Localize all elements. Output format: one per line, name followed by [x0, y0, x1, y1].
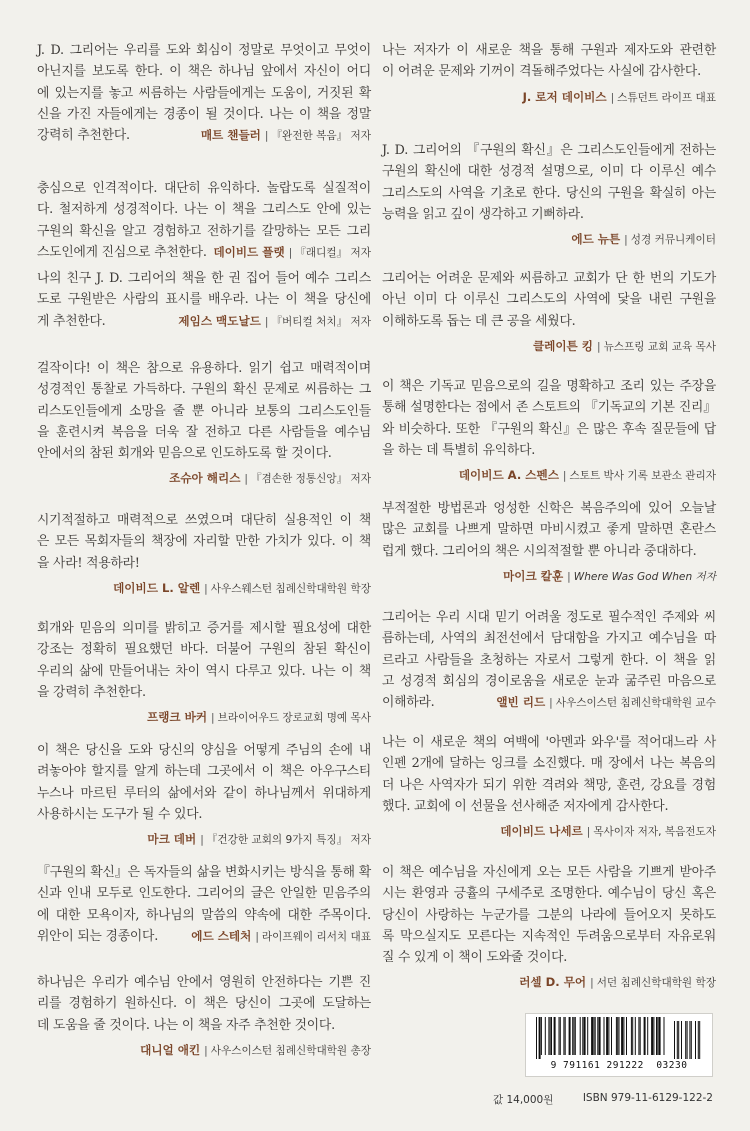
endorsement-line: 더 나은 사역자가 되기 위한 격려와 책망, 훈련, 강요를 경험	[382, 777, 716, 793]
endorser-role: 『래디컬』 저자	[295, 247, 371, 260]
endorsement-line: 은 모든 목회자들의 책장에 자리할 만한 가치가 있다. 이 책	[37, 534, 371, 550]
endorsement-line: 위안이 되는 경종이다.	[37, 928, 159, 944]
endorsement-line: 시기적절하고 매력적으로 쓰였으며 대단히 실용적인 이 책	[37, 513, 371, 528]
endorsement-line: 이 어려운 문제와 기꺼이 격돌해주었다는 사실에 감사한다.	[382, 64, 701, 80]
endorsement	[382, 498, 716, 588]
endorsement-line: 그리어는 우리 시대 믿기 어려울 정도로 필수적인 주제와 씨	[382, 610, 716, 625]
endorser	[382, 229, 716, 251]
addon-bar	[687, 1021, 688, 1059]
endorsement-line: 름하는데, 사역의 최전선에서 담대함을 가지고 예수님을 따	[382, 631, 716, 647]
barcode-bar	[631, 1017, 632, 1055]
endorsement-line: 에 있는지를 놓고 씨름하는 사람들에게는 도움이, 거짓된 확	[37, 85, 371, 101]
endorsement	[382, 140, 716, 251]
endorsement-line: 나는 이 새로운 책의 여백에 '아멘과 와우'를 적어대느라 사	[382, 735, 716, 750]
endorser-name: 마크 데버	[147, 832, 197, 847]
endorser-role: 라이프웨이 리서치 대표	[261, 931, 371, 944]
separator: |	[610, 91, 615, 104]
endorser-name: 조슈아 해리스	[169, 471, 241, 486]
endorsement-line: 강조는 정확히 필요했던 바다. 더불어 구원의 참된 확신이	[37, 642, 371, 658]
addon-bar	[677, 1021, 678, 1059]
endorsement-line: 성경적인 통찰로 가득하다. 구원의 확신 문제로 씨름하는 그	[37, 382, 371, 398]
barcode-bar	[554, 1017, 556, 1055]
endorser	[382, 87, 716, 109]
barcode-number: 9 791161 291222 03230	[550, 1060, 688, 1071]
endorser-role: 『건강한 교회의 9가지 특징』 저자	[206, 834, 371, 847]
barcode-bar	[604, 1017, 605, 1055]
endorser-name: 클레이튼 킹	[532, 338, 593, 353]
endorser-name: 앨빈 리드	[496, 695, 546, 710]
barcode-bar	[575, 1017, 576, 1055]
endorser-role: 『겸손한 정통신앙』 저자	[250, 473, 371, 486]
endorser	[382, 972, 716, 994]
endorsement-line: 나는 저자가 이 새로운 책을 통해 구원과 제자도와 관련한	[382, 43, 716, 58]
endorsement-line: 통해 설명한다는 점에서 존 스토트의 『기독교의 기본 진리』	[382, 400, 716, 416]
separator: |	[624, 234, 628, 247]
endorsement-line: 려놓아야 할지를 알게 하는데 그곳에서 이 책은 아우구스티	[37, 764, 371, 780]
endorsement-line: 신과 인내 모두로 인도한다. 그리어의 글은 안일한 믿음주의	[37, 886, 371, 902]
endorser	[382, 821, 716, 843]
endorser-name: 데이비드 A. 스펜스	[458, 468, 559, 483]
endorser-name: 데이비드 나세르	[500, 824, 583, 839]
endorser-name: 마이크 칼훈	[503, 568, 564, 583]
endorser-role: 사우스이스턴 침례신학대학원 총장	[210, 1044, 371, 1057]
endorsement	[382, 862, 716, 994]
separator: |	[211, 712, 215, 725]
endorsement-line: 구원의 확신에 대한 성경적 설명으로, 이미 다 이루신 예수	[382, 164, 716, 180]
barcode-bar	[593, 1017, 594, 1055]
endorser-role: 사우스웨스턴 침례신학대학원 학장	[210, 582, 371, 595]
barcode-bar	[584, 1017, 586, 1055]
endorsement	[37, 268, 371, 333]
barcode-bar	[638, 1017, 639, 1055]
barcode-bar	[599, 1017, 601, 1055]
endorsement-line: 스도인에게 진심으로 추천한다.	[37, 244, 207, 260]
barcode-bar	[644, 1017, 646, 1055]
endorsement-line: 리를 경험하기 원하신다. 이 책은 당신이 그곳에 도달하는	[37, 996, 371, 1012]
separator: |	[264, 130, 269, 143]
endorsement	[37, 740, 371, 851]
endorsement-line: 아닌지를 보도록 한다. 이 책은 하나님 앞에서 자신이 어디	[37, 64, 371, 80]
endorser-name: 에드 뉴튼	[571, 232, 621, 247]
barcode-bar	[587, 1017, 588, 1055]
endorser-role: 사우스이스턴 침례신학대학원 교수	[555, 697, 716, 710]
endorsement-line: 그리스도의 사역을 기초로 한다. 당신의 구원을 확실히 아는	[382, 185, 716, 201]
separator: |	[200, 834, 204, 847]
separator: |	[204, 582, 208, 595]
endorsement	[37, 862, 371, 948]
endorsement-line: 이 책은 기독교 믿음으로의 길을 명확하고 조리 있는 주장을	[382, 379, 716, 394]
barcode-bar	[569, 1017, 571, 1055]
endorsement	[37, 618, 371, 729]
barcode-bars	[532, 1017, 706, 1059]
endorsement-line: 우리의 삶에 만들어내는 차이 역시 다루고 있다. 나는 이 책	[37, 663, 371, 679]
endorsement-line: 충심으로 인격적이다. 대단히 유익하다. 놀랍도록 실질적이	[37, 181, 371, 196]
endorsement-line: 누스나 마르틴 루터의 삶에서와 같이 하나님께서 위대하게	[37, 785, 371, 801]
endorser	[382, 465, 716, 487]
endorsement-line: 이해하라.	[382, 695, 435, 711]
separator: |	[562, 470, 567, 483]
endorser-role: 브라이어우드 장로교회 명예 목사	[217, 712, 371, 725]
separator: |	[204, 1044, 208, 1057]
endorsement-line: 신을 가진 자들에게는 경종이 될 것이다. 나는 이 책을 정말	[37, 106, 371, 122]
endorsement-line: 부적절한 방법론과 엉성한 신학은 복음주의에 있어 오늘날	[382, 501, 716, 516]
barcode-bar	[595, 1017, 596, 1055]
endorsement	[382, 376, 716, 487]
barcode-bar	[545, 1017, 546, 1055]
endorsement-line: 이 책은 예수님을 자신에게 오는 모든 사람을 기쁘게 받아주	[382, 865, 716, 880]
barcode-bar	[536, 1017, 537, 1059]
barcode-bar	[582, 1017, 583, 1055]
barcode-bar	[616, 1017, 617, 1055]
barcode-bar	[659, 1017, 661, 1055]
endorsement-line: 록 막으실지도 모른다는 지속적인 두려움으로부터 자유로워	[382, 928, 716, 944]
endorsement-line: 능력을 읽고 깊이 생각하고 기뻐하라.	[382, 206, 584, 222]
endorsement-line: 질 수 있게 이 책이 도와줄 것이다.	[382, 950, 568, 966]
endorsement-line: 구원의 확신을 알고 경험하고 전하기를 갈망하는 모든 그리	[37, 223, 371, 239]
endorser-role: 스토트 박사 기록 보관소 관리자	[569, 470, 716, 483]
endorsement-line: 나의 친구 J. D. 그리어의 책을 한 권 집어 들어 예수 그리스	[37, 271, 371, 286]
barcode-bar	[591, 1017, 593, 1055]
endorsement-line: 르라고 사람들을 초청하는 자로서 그렇게 한다. 이 책을 읽	[382, 652, 716, 668]
barcode-bar	[541, 1017, 542, 1055]
endorsement-line: 이해하도록 돕는 데 큰 공을 세웠다.	[382, 313, 576, 329]
barcode-bar	[539, 1017, 541, 1059]
endorsement	[37, 358, 371, 490]
endorsement	[37, 178, 371, 264]
endorser-role: 『버티컬 처치』 저자	[271, 315, 371, 328]
endorsement-line: 사용하시는 도구가 될 수 있다.	[37, 806, 203, 822]
endorsement-line: 을 강력히 추천한다.	[37, 684, 146, 700]
barcode-bar	[559, 1017, 560, 1055]
endorsement	[382, 40, 716, 109]
addon-bar	[689, 1021, 690, 1059]
addon-bar	[681, 1021, 682, 1059]
separator: |	[590, 977, 594, 990]
endorsement-line: 럽게 했다. 그리어의 책은 시의적절할 뿐 아니라 중대하다.	[382, 543, 697, 559]
barcode-bar	[565, 1017, 566, 1055]
addon-bar	[678, 1021, 679, 1059]
separator: |	[567, 570, 571, 583]
endorsement-line: 많은 교회를 나쁘게 말하면 마비시켰고 좋게 말하면 혼란스	[382, 522, 716, 538]
endorsement-line: 회개와 믿음의 의미를 밝히고 증거를 제시할 필요성에 대한	[37, 621, 371, 636]
endorser	[382, 336, 716, 358]
endorser-role: 목사이자 저자, 복음전도자	[593, 826, 716, 839]
barcode-bar	[617, 1017, 618, 1055]
endorser-name: 대니얼 애킨	[140, 1042, 201, 1057]
endorsement-line: J. D. 그리어는 우리를 도와 회심이 정말로 무엇이고 무엇이	[37, 43, 371, 58]
barcode-bar	[647, 1017, 648, 1055]
barcode-bar	[621, 1017, 623, 1055]
endorser-name: J. 로저 데이비스	[522, 89, 607, 104]
addon-bar	[698, 1021, 699, 1059]
endorsement-line: 걸작이다! 이 책은 참으로 유용하다. 읽기 쉽고 매력적이며	[37, 361, 371, 376]
barcode-bar	[626, 1017, 627, 1055]
barcode-bar	[619, 1017, 620, 1055]
endorsement-line: 아닌 이미 다 이루신 그리스도의 사역에 닻을 내린 구원을	[382, 292, 716, 308]
barcode-bar	[651, 1017, 653, 1055]
addon-bar	[691, 1021, 692, 1059]
endorsement	[37, 510, 371, 600]
endorsement-line: 을 훈련시켜 복음을 더욱 잘 전하고 다른 사람들을 예수님	[37, 424, 371, 440]
separator: |	[288, 247, 293, 260]
endorsement-line: 을 사라! 적용하라!	[37, 555, 140, 571]
endorser-name: 프랭크 바커	[147, 710, 208, 725]
endorser-name: 매트 챈들러	[200, 128, 261, 143]
barcode-bar	[606, 1017, 608, 1055]
barcode-bar	[563, 1017, 564, 1055]
barcode-bar	[664, 1017, 665, 1055]
barcode-bar	[656, 1017, 657, 1055]
endorsement-line: 인펜 2개에 달하는 잉크를 소진했다. 매 장에서 나는 복음의	[382, 756, 716, 772]
endorsement-line: 도로 구원받은 사람의 표시를 배우라. 나는 이 책을 당신에	[37, 292, 371, 308]
barcode-bar	[635, 1017, 636, 1055]
barcode-bar	[580, 1017, 581, 1055]
endorsement-line: J. D. 그리어의 『구원의 확신』은 그리스도인들에게 전하는	[382, 143, 716, 158]
barcode-bar	[640, 1017, 641, 1055]
endorsement-line: 을 하는 데 특별히 유익하다.	[382, 442, 536, 458]
endorser-role: Where Was God When 저자	[573, 570, 716, 583]
isbn-barcode	[525, 1013, 713, 1077]
addon-bar	[674, 1021, 675, 1059]
endorser	[382, 566, 716, 588]
endorser-name: 제임스 맥도날드	[178, 313, 261, 328]
endorsement-line: 데 도움을 줄 것이다. 나는 이 책을 자주 추천한 것이다.	[37, 1017, 335, 1033]
endorsement-line: 『구원의 확신』은 독자들의 삶을 변화시키는 방식을 통해 확	[37, 865, 371, 880]
endorser	[37, 578, 371, 600]
endorser-name: 데이비드 플랫	[213, 245, 285, 260]
addon-bar	[685, 1021, 686, 1059]
endorsement	[37, 40, 371, 147]
endorsement-line: 하나님은 우리가 예수님 안에서 영원히 안전하다는 기쁜 진	[37, 975, 371, 990]
endorsement-line: 에 대한 모욕이자, 하나님의 말씀의 약속에 대한 주목이다.	[37, 907, 371, 923]
separator: |	[549, 697, 553, 710]
isbn: ISBN 979-11-6129-122-2	[582, 1092, 713, 1104]
endorser-role: 뉴스프링 교회 교육 목사	[603, 340, 716, 353]
endorsement	[382, 607, 716, 714]
endorsement-line: 시는 환영과 긍휼의 구세주로 조명한다. 예수님이 당신 혹은	[382, 886, 716, 902]
endorsement-line: 다. 철저하게 성경적이다. 나는 이 책을 그리스도 안에 있는	[37, 202, 371, 218]
endorser-role: 성경 커뮤니케이터	[630, 234, 716, 247]
barcode-bar	[551, 1017, 552, 1055]
endorsement-line: 이 책은 당신을 도와 당신의 양심을 어떻게 주님의 손에 내	[37, 743, 371, 758]
endorser	[37, 829, 371, 851]
endorsement-line: 그리어는 어려운 문제와 씨름하고 교회가 단 한 번의 기도가	[382, 271, 716, 286]
separator: |	[596, 340, 601, 353]
endorsement-line: 리스도인들에게 소망을 줄 뿐 아니라 보통의 그리스도인들	[37, 403, 371, 419]
endorser-role: 서던 침례신학대학원 학장	[596, 977, 716, 990]
endorsement-line: 강력히 추천한다.	[37, 128, 130, 144]
barcode-bar	[574, 1017, 575, 1055]
endorsement-line: 고 성경적 회심의 경이로움을 새로운 눈과 굶주린 마음으로	[382, 673, 716, 689]
separator: |	[586, 826, 591, 839]
separator: |	[255, 931, 259, 944]
endorsement	[37, 972, 371, 1062]
endorsement-line: 안에서의 참된 회개와 믿음으로 인도하도록 할 것이다.	[37, 446, 332, 462]
endorsement-line: 와 비슷하다. 또한 『구원의 확신』은 많은 후속 질문들에 답	[382, 421, 716, 437]
barcode-bar	[632, 1017, 633, 1055]
barcode-bar	[653, 1017, 654, 1055]
barcode-bar	[560, 1017, 561, 1055]
price: 값 14,000원	[493, 1094, 554, 1106]
endorser	[37, 468, 371, 490]
endorsement	[382, 268, 716, 358]
endorser-role: 『완전한 복음』 저자	[271, 130, 371, 143]
barcode-bar	[550, 1017, 551, 1055]
barcode-bar	[608, 1017, 609, 1055]
endorser-role: 스튜던트 라이프 대표	[617, 91, 716, 104]
endorser-name: 러셀 D. 무어	[519, 975, 587, 990]
endorsement-line: 게 추천한다.	[37, 313, 106, 329]
endorser-name: 데이비드 L. 알렌	[113, 580, 201, 595]
endorsement	[382, 732, 716, 843]
addon-bar	[699, 1021, 700, 1059]
separator: |	[264, 315, 269, 328]
barcode-bar	[611, 1017, 612, 1055]
endorser	[37, 707, 371, 729]
separator: |	[244, 473, 248, 486]
endorsement-line: 했다. 교회에 이 선물을 선사해준 저자에게 감사한다.	[382, 798, 669, 814]
endorsement-line: 당신이 사랑하는 누군가를 그분의 나라에 들어오지 못하도	[382, 907, 716, 923]
barcode-bar	[597, 1017, 598, 1055]
barcode-bar	[623, 1017, 624, 1055]
barcode-bar	[572, 1017, 573, 1055]
endorser	[37, 1040, 371, 1062]
barcode-bar	[548, 1017, 549, 1055]
barcode-bar	[657, 1017, 658, 1055]
endorser-name: 에드 스테처	[191, 929, 252, 944]
addon-bar	[695, 1021, 696, 1059]
